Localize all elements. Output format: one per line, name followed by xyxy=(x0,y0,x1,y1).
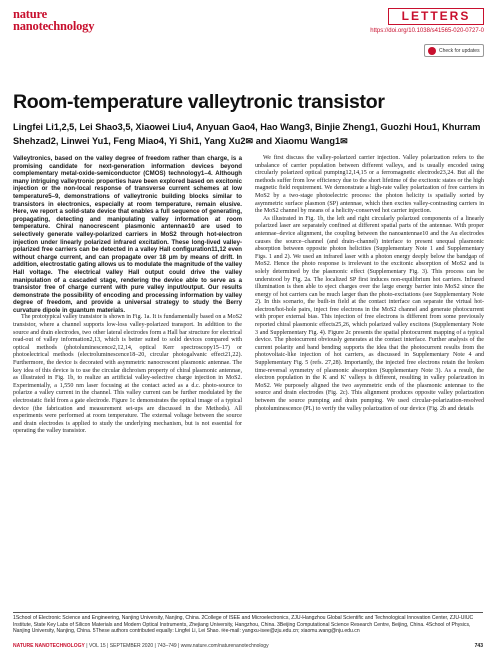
left-column xyxy=(13,155,242,436)
journal-logo xyxy=(13,8,94,32)
section-label: LETTERS xyxy=(388,8,484,25)
body-paragraph: As illustrated in Fig. 1b, the left and right circularly polarized components of a linearly polarized laser are separately confined at different spatial parts of the antennae. With proper antennae–device alignment, the coupling between the nanoantennae10 and the Au electrodes causes the source–channel (and drain–channel) interface to present unequal plasmonic absorption between opposite photon helicities (Supplementary Note 1 and Supplementary Figs. 1 and 2). We used an infrared laser with a photon energy deeply below the bandgap of MoS2. Hence the photo response is irrelevant to the excitonic absorption of MoS2 and is solely determined by the plasmonic effect (Supplementary Fig. 3). This process can be understood by Fig. 2a. The localized SP first induces non-equilibrium hot carriers. Infrared illumination is then able to eject charges over the large energy barrier into MoS2 since the energy of hot carriers can be much larger than the photo-excitations (see Supplementary Note 2). In this scenario, the built-in field at the contact interface can separate the virtual hot-electron/hot-hole pairs, inject free electrons in the MoS2 channel and generate photocurrent with proper external bias. This injection of free electrons is different from some previously reported chiral plasmonic effects25,26, which polarized valley excitons (Supplementary Note 3 and Supplementary Fig. 4). Figure 2c presents the spatial photocurrent mapping of a typical device. The photocurrent obviously generates at the contact interface. Further analysis of the current polarity and band bending supports the idea that the photocurrent results from the photovoltaic-like injection of hot carriers, as discussed in Supplementary Note 4 and Supplementary Fig. 5 (refs. 27,28). Importantly, the injected free electrons retain the broken time-reversal symmetry of plasmonic absorption (Supplementary Note 3). As a result, the electron population in the K and K′ valleys is different, resulting in valley polarization in MoS2. We purposely aligned the two asymmetric ends of the plasmonic antennae to the source and drain electrodes (Fig. 2c). This alignment produces opposite valley polarization between the source pumping and drain pumping. We used circular-polarization-resolved photoluminescence (PL) to verify the valley polarization of our device (Fig. 2b and details xyxy=(255,215,484,412)
doi-link[interactable]: https://doi.org/10.1038/s41565-020-0727-0 xyxy=(370,28,484,34)
journal-name-line1: nature xyxy=(13,7,47,21)
body-paragraph: The prototypical valley transistor is shown in Fig. 1a. It is fundamentally based on a MoS2 transistor, where a channel supports low-loss valley-polarized transport. In addition to the source and drain electrodes, two other lateral electrodes form a Hall bar structure for electrical read-out of valley information2,13, which is better suited to solid devices compared with optical methods (photoluminescence2,12,14, optical Kerr spectroscopy15–17) or photoelectrical methods (electroluminescence18–20, circular photogalvanic effect21,22). Furthermore, the device is decorated with asymmetric nanocrescent plasmonic antennae. The key idea of this device is to use the circular dichroism property of chiral plasmonic antennae, as illustrated in Fig. 1b, to realize an artificial valley-selective charge injection in MoS2. Experimentally, a 1,550 nm laser focusing at the contact acted as a d.c. photo-source to polarize a valley current in the channel. This valley current can be further modulated by the electrostatic field from a gate electrode. Figure 1c demonstrates the optical image of a typical device (the fabrication and measurement set-ups are discussed in the Methods). All experiments were performed at room temperature. The external voltage between the source and drain electrodes is applied to study the underlying mechanism, but is not essential for operating the valley transistor. xyxy=(13,314,242,435)
page-footer xyxy=(13,643,483,649)
crossmark-icon xyxy=(428,47,436,55)
right-column xyxy=(255,155,484,413)
check-updates-label: Check for updates xyxy=(439,47,480,54)
footer-divider xyxy=(13,612,483,613)
footer-citation xyxy=(13,643,269,649)
page-number: 743 xyxy=(474,643,483,649)
body-paragraph: We first discuss the valley-polarized carrier injection. Valley polarization refers to the unbalance of carrier population between different valleys, and is usually encoded using circularly polarized optical pumping12,14,15 or a ferromagnetic electrode23,24. But all the methods suffer from low efficiency due to the short lifetime of the excitonic states or the high magnetic field requirement. We demonstrate a high-rate valley polarization of free carriers in MoS2 by a two-stage photoelectric process: the photon helicity is spatially sorted by asymmetric surface plasmon (SP) antennae, which then excites valley-contrasting carriers in the MoS2 channel by means of a helicity-conserved hot carrier injection. xyxy=(255,155,484,215)
abstract: Valleytronics, based on the valley degree of freedom rather than charge, is a promising candidate for next-generation information devices beyond complementary metal-oxide-semiconductor (CMOS) technology1–4. Although many intriguing valleytronic properties have been explored based on excitonic injection or the non-local response of transverse current schemes at low temperature5–9, demonstrations of valleytronic building blocks similar to transistors in electronics, especially at room temperature, remain elusive. Here, we report a solid-state device that enables a full sequence of generating, propagating, detecting and manipulating valley information at room temperature. Chiral nanocrescent plasmonic antennae10 are used to selectively generate valley-polarized carriers in MoS2 through hot-electron injection under linearly polarized infrared excitation. These long-lived valley-polarized free carriers can be detected in a valley Hall configuration11,12 even without charge current, and can propagate over 18 μm by means of drift. In addition, electrostatic gating allows us to modulate the magnitude of the valley Hall voltage. The electrical valley Hall output could drive the valley manipulation of a cascaded stage, rendering the device able to serve as a transistor free of charge current with pure valley input/output. Our results demonstrate the possibility of encoding and processing information by valley degree of freedom, and provide a universal strategy to study the Berry curvature dipole in quantum materials. xyxy=(13,155,242,314)
article-title: Room-temperature valleytronic transistor xyxy=(13,91,385,113)
footer-issue: | VOL 15 | SEPTEMBER 2020 | 743–749 | www.nature.com/naturenanotechnology xyxy=(86,643,269,649)
author-list: Lingfei Li1,2,5, Lei Shao3,5, Xiaowei Liu4, Anyuan Gao4, Hao Wang3, Binjie Zheng1, Guozhi Hou1, Khurram Shehzad2, Linwei Yu1, Feng Miao4, Yi Shi1, Yang Xu2✉ and Xiaomu Wang1✉ xyxy=(13,122,481,146)
journal-name-line2: nanotechnology xyxy=(13,19,95,33)
footer-journal: NATURE NANOTECHNOLOGY xyxy=(13,643,85,649)
affiliations-footnote: 1School of Electronic Science and Engineering, Nanjing University, Nanjing, China. 2College of ISEE and Microelectronics, ZJU-Hangzhou Global Scientific and Technological Innovation Center, ZJU-UIUC Institute, State Key Labs of Silicon Materials and Modern Optical Instruments, Zhejiang University, Hangzhou, China. 3Beijing Computational Science Research Centre, Beijing, China. 4School of Physics, Nanjing University, Nanjing, China. 5These authors contributed equally: Lingfei Li, Lei Shao. ✉e-mail: yangxu-isee@zju.edu.cn; xiaomu.wang@nju.edu.cn xyxy=(13,615,474,634)
check-updates-button[interactable] xyxy=(424,44,484,57)
